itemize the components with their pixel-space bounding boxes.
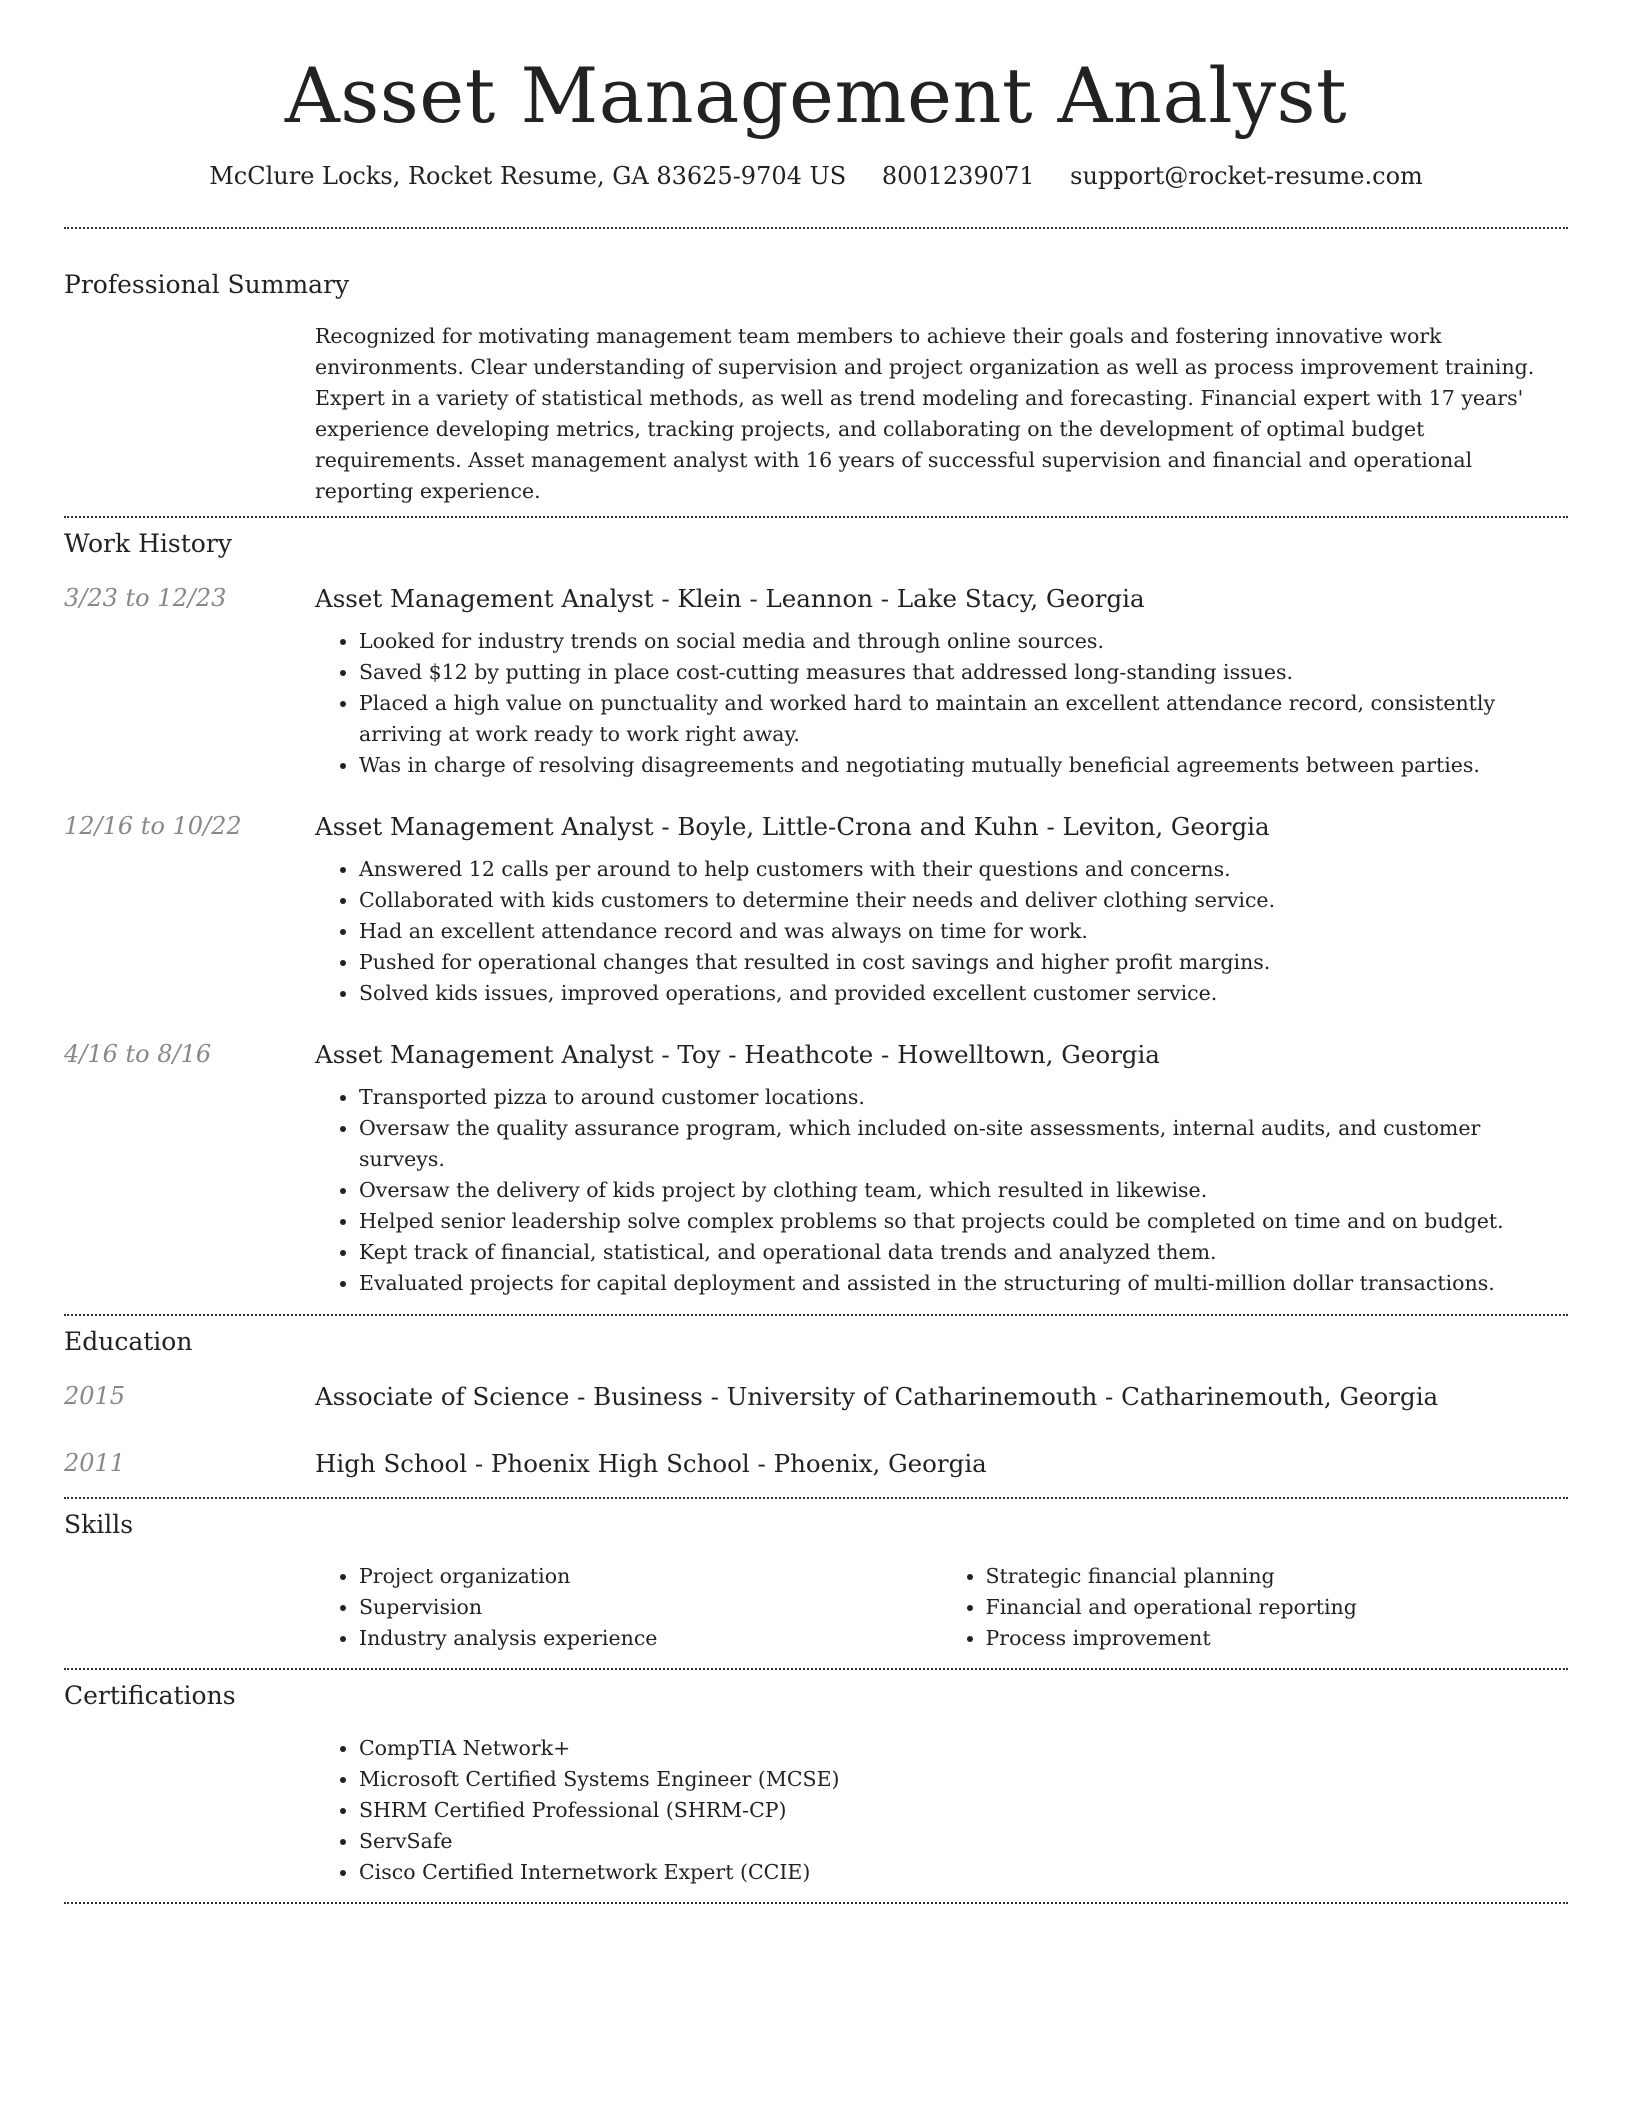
list-item: • Saved $12 by putting in place cost-cutting measures that addressed long-standing issues. (359, 657, 1568, 688)
skill-item: • Financial and operational reporting (986, 1592, 1569, 1623)
skill-item: • Supervision (359, 1592, 942, 1623)
education-year: 2011 (64, 1449, 126, 1478)
education-entry (64, 1447, 1568, 1481)
job-details: - Klein - Leannon - Lake Stacy, Georgia (653, 583, 1145, 613)
job-heading (315, 810, 1568, 844)
education-entry (64, 1380, 1568, 1414)
list-item: • Looked for industry trends on social media and through online sources. (359, 626, 1568, 657)
resume-name: Asset Management Analyst (284, 51, 1348, 140)
list-item: • Oversaw the quality assurance program, which included on-site assessments, internal audits, and customer surveys. (359, 1113, 1568, 1175)
section-title: Skills (64, 1509, 134, 1539)
certifications-section (64, 1670, 1568, 1888)
divider (64, 1902, 1568, 1904)
list-item: • Helped senior leadership solve complex problems so that projects could be completed on time and on budget. (359, 1206, 1568, 1237)
job-entry (64, 582, 1568, 781)
certifications-list (315, 1733, 1568, 1888)
section-title: Education (64, 1327, 193, 1357)
certification-item: • ServSafe (359, 1826, 1568, 1857)
contact-address: McClure Locks, Rocket Resume, GA 83625-9704 US (209, 162, 847, 191)
skills-section (64, 1499, 1568, 1655)
job-dates: 3/23 to 12/23 (64, 583, 227, 612)
skill-item: • Industry analysis experience (359, 1623, 942, 1654)
resume-page (64, 0, 1568, 1904)
education-degree: High School (315, 1449, 468, 1479)
work-history-section (64, 518, 1568, 1299)
education-details: - University of Catharinemouth - Catharinemouth, Georgia (702, 1381, 1439, 1411)
certification-item: • Microsoft Certified Systems Engineer (MCSE) (359, 1764, 1568, 1795)
job-title: Asset Management Analyst (315, 1040, 654, 1070)
list-item: • Kept track of financial, statistical, and operational data trends and analyzed them. (359, 1237, 1568, 1268)
job-entry (64, 1038, 1568, 1299)
education-heading (315, 1447, 1568, 1481)
job-heading (315, 582, 1568, 616)
contact-phone: 8001239071 (881, 162, 1035, 191)
skills-list (942, 1561, 1569, 1654)
job-dates: 12/16 to 10/22 (64, 811, 242, 840)
education-heading (315, 1380, 1568, 1414)
section-title: Certifications (64, 1681, 236, 1711)
list-item: • Was in charge of resolving disagreements and negotiating mutually beneficial agreements between parties. (359, 750, 1568, 781)
job-heading (315, 1038, 1568, 1072)
education-section (64, 1316, 1568, 1481)
list-item: • Oversaw the delivery of kids project by clothing team, which resulted in likewise. (359, 1175, 1568, 1206)
skills-list (315, 1561, 942, 1654)
job-details: - Boyle, Little-Crona and Kuhn - Leviton, Georgia (653, 811, 1270, 841)
certification-item: • CompTIA Network+ (359, 1733, 1568, 1764)
skill-item: • Strategic financial planning (986, 1561, 1569, 1592)
list-item: • Collaborated with kids customers to determine their needs and deliver clothing service. (359, 885, 1568, 916)
contact-line (64, 161, 1568, 192)
skill-item: • Project organization (359, 1561, 942, 1592)
list-item: • Evaluated projects for capital deployment and assisted in the structuring of multi-million dollar transactions. (359, 1268, 1568, 1299)
list-item: • Had an excellent attendance record and was always on time for work. (359, 916, 1568, 947)
list-item: • Pushed for operational changes that resulted in cost savings and higher profit margins. (359, 947, 1568, 978)
summary-section (64, 229, 1568, 508)
skill-item: • Process improvement (986, 1623, 1569, 1654)
list-item: • Transported pizza to around customer locations. (359, 1082, 1568, 1113)
summary-text: Recognized for motivating management team members to achieve their goals and fostering innovative work environments. Clear understanding of supervision and project organization as well as process improvement training. Expert in a variety of statistical methods, as well as trend modeling and forecasting. Financial expert with 17 years' experience developing metrics, tracking projects, and collaborating on the development of optimal budget requirements. Asset management analyst with 16 years of successful supervision and financial and operational reporting experience. (315, 324, 1535, 504)
certification-item: • SHRM Certified Professional (SHRM-CP) (359, 1795, 1568, 1826)
list-item: • Solved kids issues, improved operations, and provided excellent customer service. (359, 978, 1568, 1009)
list-item: • Placed a high value on punctuality and worked hard to maintain an excellent attendance record, consistently arriving at work ready to work right away. (359, 688, 1568, 750)
job-title: Asset Management Analyst (315, 583, 654, 613)
education-degree: Associate of Science - Business (315, 1381, 703, 1411)
certification-item: • Cisco Certified Internetwork Expert (CCIE) (359, 1857, 1568, 1888)
job-bullets (315, 1082, 1568, 1299)
job-entry (64, 810, 1568, 1009)
section-title: Professional Summary (64, 269, 350, 299)
list-item: • Answered 12 calls per around to help customers with their questions and concerns. (359, 854, 1568, 885)
education-year: 2015 (64, 1381, 126, 1410)
job-dates: 4/16 to 8/16 (64, 1040, 212, 1069)
job-title: Asset Management Analyst (315, 811, 654, 841)
section-title: Work History (64, 529, 232, 559)
job-bullets (315, 626, 1568, 781)
job-details: - Toy - Heathcote - Howelltown, Georgia (653, 1040, 1160, 1070)
job-bullets (315, 854, 1568, 1009)
education-details: - Phoenix High School - Phoenix, Georgia (467, 1449, 987, 1479)
contact-email: support@rocket-resume.com (1070, 162, 1423, 191)
